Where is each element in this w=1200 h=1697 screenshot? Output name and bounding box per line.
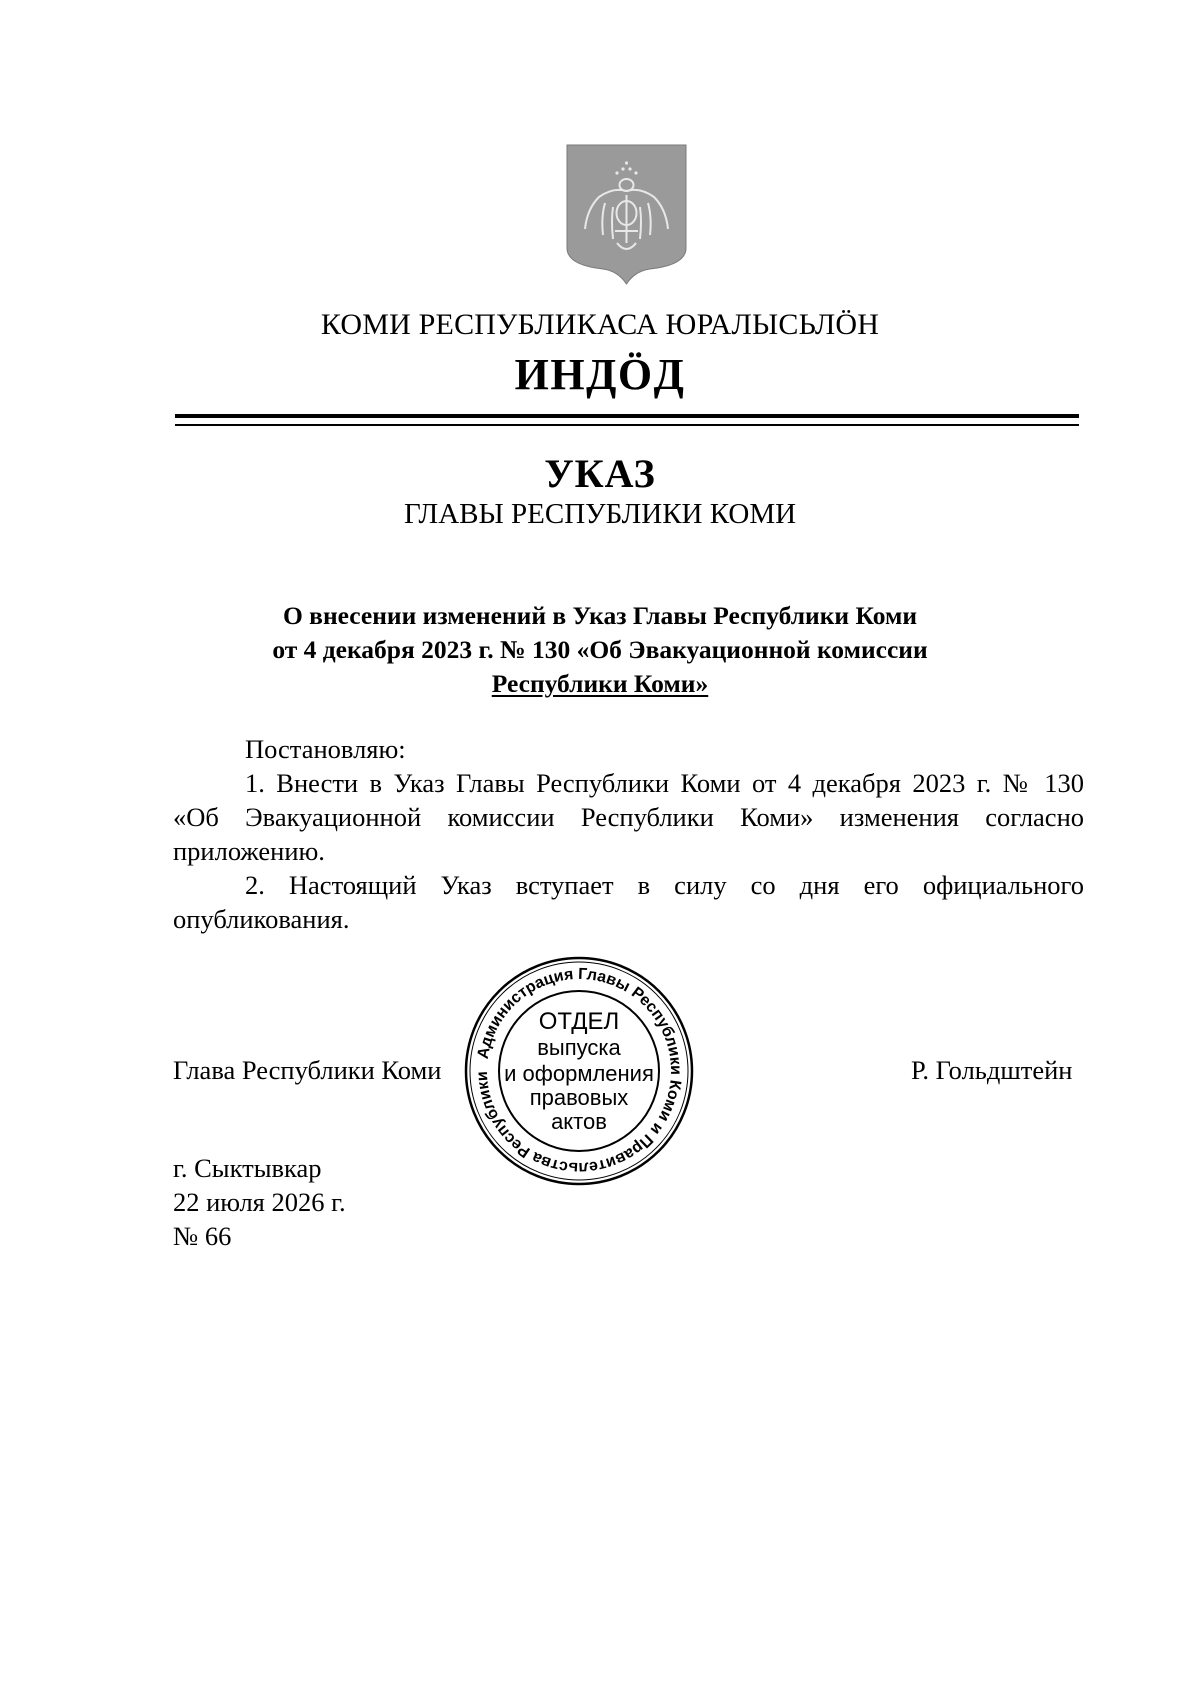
paragraph-1-line-3: приложению. — [173, 836, 325, 866]
signer-position: Глава Республики Коми — [173, 1055, 442, 1085]
document-title-line-3-text: Республики Коми» — [491, 669, 709, 698]
stamp-center-line-4: правовых — [529, 1085, 629, 1110]
resolve-text: Постановляю: — [245, 734, 406, 764]
header-divider-thin — [175, 424, 1079, 426]
document-title-line-3 — [0, 669, 1200, 699]
stamp-center-line-2: выпуска — [537, 1035, 621, 1060]
stamp-center-line-5: актов — [551, 1109, 607, 1134]
document-issuer: ГЛАВЫ РЕСПУБЛИКИ КОМИ — [403, 498, 797, 530]
stamp-center-line-1: ОТДЕЛ — [538, 1008, 620, 1035]
document-type: УКАЗ — [544, 451, 656, 496]
footer-date: 22 июля 2026 г. — [173, 1187, 346, 1217]
footer-number: № 66 — [173, 1221, 232, 1251]
paragraph-2-line-2: опубликования. — [173, 904, 350, 934]
paragraph-1-line-2: «Об Эвакуационной комиссии Республики Коми» изменения согласно — [173, 802, 1084, 832]
official-stamp — [463, 955, 695, 1187]
document-title-line-1: О внесении изменений в Указ Главы Республики Коми — [282, 601, 918, 630]
coat-of-arms-icon — [565, 143, 688, 286]
document-title-line-2: от 4 декабря 2023 г. № 130 «Об Эвакуационной комиссии — [272, 635, 928, 664]
signer-name: Р. Гольдштейн — [911, 1055, 1073, 1085]
footer-city: г. Сыктывкар — [173, 1153, 322, 1183]
paragraph-2-line-1: 2. Настоящий Указ вступает в силу со дня его официального — [245, 870, 1084, 900]
header-line-2: ИНДӦД — [514, 350, 686, 399]
stamp-center-line-3: и оформления — [504, 1061, 654, 1086]
header-line-1: КОМИ РЕСПУБЛИКАСА ЮРАЛЫСЬЛӦН — [320, 308, 880, 341]
header-divider-thick — [175, 414, 1079, 418]
stamp-ring-text: Администрация Главы Республики Коми и Правительства Республики — [473, 965, 685, 1177]
paragraph-1-line-1: 1. Внести в Указ Главы Республики Коми от 4 декабря 2023 г. № 130 — [245, 768, 1084, 798]
